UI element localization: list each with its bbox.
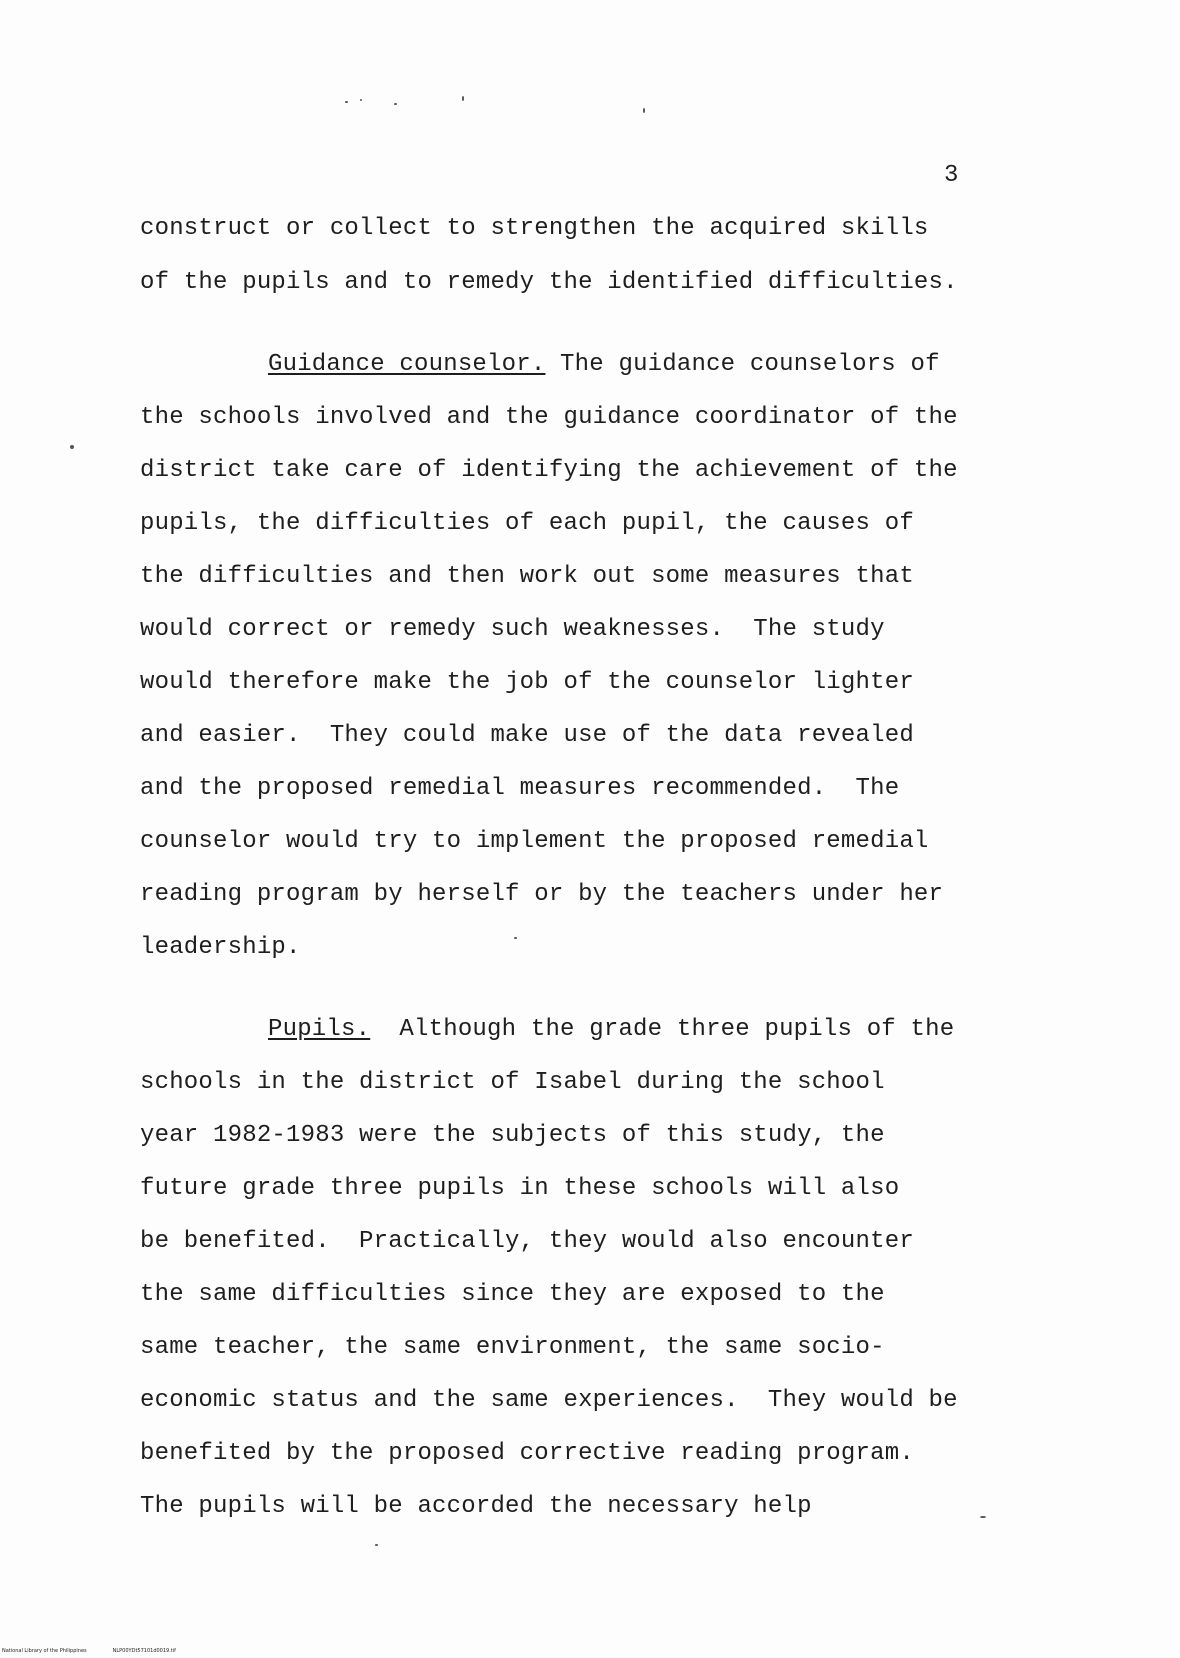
- paragraph3-line-9: benefited by the proposed corrective reading program.: [140, 1440, 914, 1467]
- footer-library-name: National Library of the Philippines: [2, 1648, 87, 1654]
- scan-speck: [643, 108, 645, 113]
- paragraph2-line-8: and easier. They could make use of the data revealed: [140, 722, 914, 749]
- scan-footer: [2, 1648, 176, 1654]
- scan-speck: [514, 937, 517, 939]
- paragraph3-line-10: The pupils will be accorded the necessary help: [140, 1493, 812, 1520]
- scan-speck: [375, 1544, 378, 1546]
- paragraph2-line-11: reading program by herself or by the teachers under her: [140, 881, 944, 908]
- scan-speck: [345, 101, 348, 103]
- paragraph2-first-line: [268, 350, 940, 380]
- paragraph2-line-5: the difficulties and then work out some measures that: [140, 563, 914, 590]
- paragraph2-first-line-text: The guidance counselors of: [545, 351, 940, 378]
- paragraph2-line-10: counselor would try to implement the proposed remedial: [140, 828, 929, 855]
- paragraph3-line-2: schools in the district of Isabel during the school: [140, 1069, 885, 1096]
- paragraph2-line-4: pupils, the difficulties of each pupil, the causes of: [140, 510, 914, 537]
- paragraph3-line-5: be benefited. Practically, they would also encounter: [140, 1228, 914, 1255]
- paragraph2-line-3: district take care of identifying the achievement of the: [140, 457, 958, 484]
- paragraph1-line-1: construct or collect to strengthen the acquired skills: [140, 215, 929, 242]
- paragraph3-first-line: [268, 1015, 954, 1045]
- paragraph3-line-7: same teacher, the same environment, the same socio-: [140, 1334, 885, 1361]
- paragraph2-line-7: would therefore make the job of the counselor lighter: [140, 669, 914, 696]
- footer-file-name: NLP00YDt57101d0019.tif: [112, 1648, 176, 1654]
- guidance-counselor-heading: Guidance counselor.: [268, 351, 546, 378]
- paragraph2-line-6: would correct or remedy such weaknesses. The study: [140, 616, 885, 643]
- paragraph3-line-8: economic status and the same experiences. They would be: [140, 1387, 958, 1414]
- scan-speck: [70, 445, 74, 449]
- paragraph3-line-4: future grade three pupils in these schools will also: [140, 1175, 900, 1202]
- scan-speck: [462, 96, 464, 101]
- paragraph3-line-3: year 1982-1983 were the subjects of this study, the: [140, 1122, 885, 1149]
- paragraph2-line-2: the schools involved and the guidance coordinator of the: [140, 404, 958, 431]
- paragraph3-first-line-text: Although the grade three pupils of the: [370, 1016, 955, 1043]
- paragraph2-line-9: and the proposed remedial measures recommended. The: [140, 775, 900, 802]
- paragraph1-line-2: of the pupils and to remedy the identified difficulties.: [140, 269, 958, 296]
- paragraph3-line-6: the same difficulties since they are exposed to the: [140, 1281, 885, 1308]
- scan-speck: [360, 99, 362, 101]
- scan-speck: [980, 1516, 986, 1518]
- paragraph2-line-12: leadership.: [140, 934, 301, 961]
- scan-speck: [394, 103, 397, 105]
- page-number: 3: [944, 162, 959, 189]
- pupils-heading: Pupils.: [268, 1016, 371, 1043]
